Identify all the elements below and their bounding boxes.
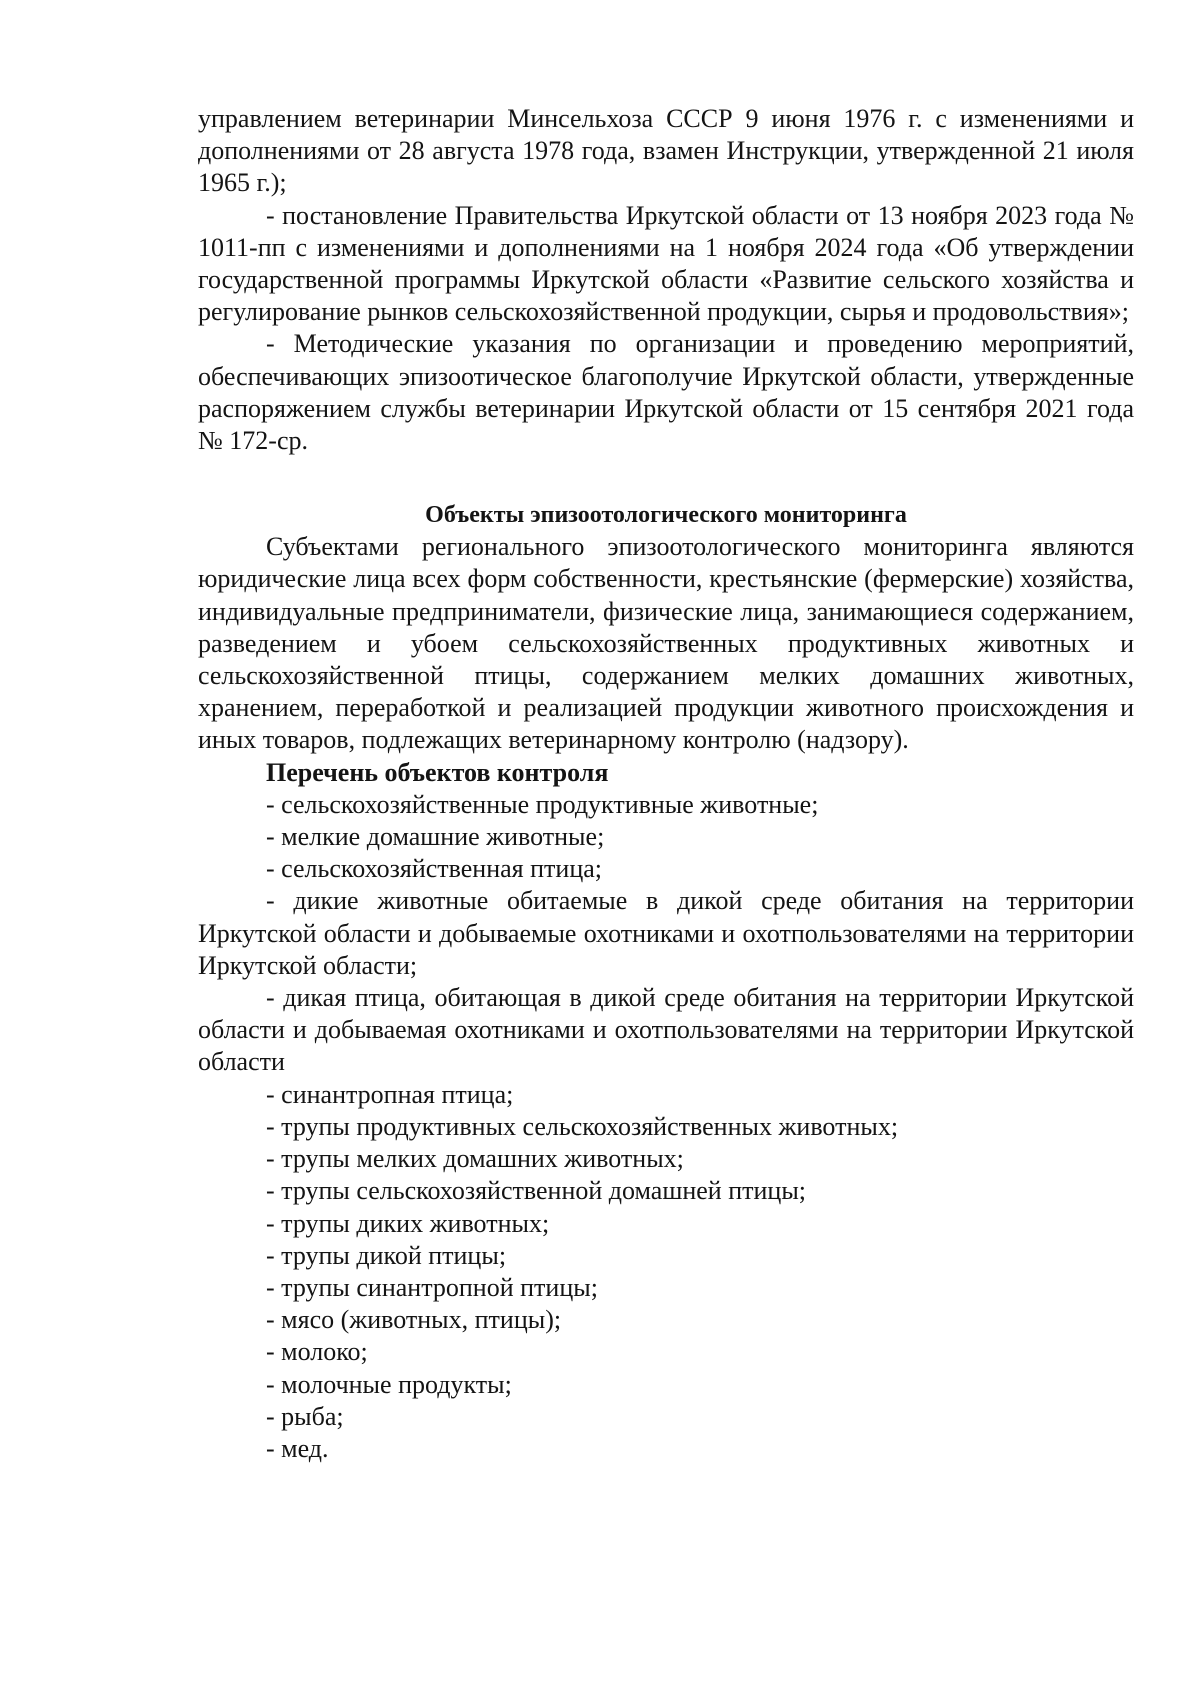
section-body-paragraph: Субъектами регионального эпизоотологического мониторинга являются юридические лица всех форм собственности, крестьянские (фермерские) хозяйства, индивидуальные предприниматели, физические лица, занимающиеся содержанием, разведением и убоем сельскохозяйственных продуктивных животных и сельскохозяйственной птицы, содержанием мелких домашних животных, хранением, переработкой и реализацией продукции животного происхождения и иных товаров, подлежащих ветеринарному контролю (надзору). xyxy=(198,532,1134,755)
list-title: Перечень объектов контроля xyxy=(266,757,609,787)
control-objects-list xyxy=(198,789,1134,1465)
list-item: - сельскохозяйственные продуктивные животные; xyxy=(266,789,819,819)
list-item: - мелкие домашние животные; xyxy=(266,822,605,852)
list-item: - мясо (животных, птицы); xyxy=(266,1305,562,1335)
intro-paragraph-guidelines: - Методические указания по организации и проведению мероприятий, обеспечивающих эпизоотическое благополучие Иркутской области, утвержденные распоряжением службы ветеринарии Иркутской области от 15 сентября 2021 года № 172-ср. xyxy=(198,329,1134,456)
intro-paragraph-resolution: - постановление Правительства Иркутской области от 13 ноября 2023 года № 1011-пп с изменениями и дополнениями на 1 ноября 2024 года «Об утверждении государственной программы Иркутской области «Развитие сельского хозяйства и регулирование рынков сельскохозяйственной продукции, сырья и продовольствия»; xyxy=(198,200,1134,327)
document-page xyxy=(198,103,1134,1465)
list-item: - молоко; xyxy=(266,1337,368,1367)
section-gap xyxy=(198,457,1134,499)
section-heading: Объекты эпизоотологического мониторинга xyxy=(425,502,907,529)
list-item: - сельскохозяйственная птица; xyxy=(266,854,603,884)
list-item: - молочные продукты; xyxy=(266,1369,512,1399)
list-item: - мед. xyxy=(266,1433,329,1463)
list-item: - трупы дикой птицы; xyxy=(266,1240,507,1270)
list-item: - рыба; xyxy=(266,1401,344,1431)
list-item: - трупы синантропной птицы; xyxy=(266,1272,598,1302)
list-item: - дикая птица, обитающая в дикой среде обитания на территории Иркутской области и добываемая охотниками и охотпользователями на территории Иркутской области xyxy=(198,983,1134,1077)
list-item: - трупы сельскохозяйственной домашней птицы; xyxy=(266,1176,807,1206)
list-item: - синантропная птица; xyxy=(266,1079,514,1109)
intro-paragraph-continuation: управлением ветеринарии Минсельхоза СССР 9 июня 1976 г. с изменениями и дополнениями от 28 августа 1978 года, взамен Инструкции, утвержденной 21 июля 1965 г.); xyxy=(198,104,1134,198)
list-item: - трупы диких животных; xyxy=(266,1208,550,1238)
list-item: - трупы мелких домашних животных; xyxy=(266,1144,684,1174)
list-item: - дикие животные обитаемые в дикой среде обитания на территории Иркутской области и добываемые охотниками и охотпользователями на территории Иркутской области; xyxy=(198,886,1134,980)
list-item: - трупы продуктивных сельскохозяйственных животных; xyxy=(266,1111,899,1141)
